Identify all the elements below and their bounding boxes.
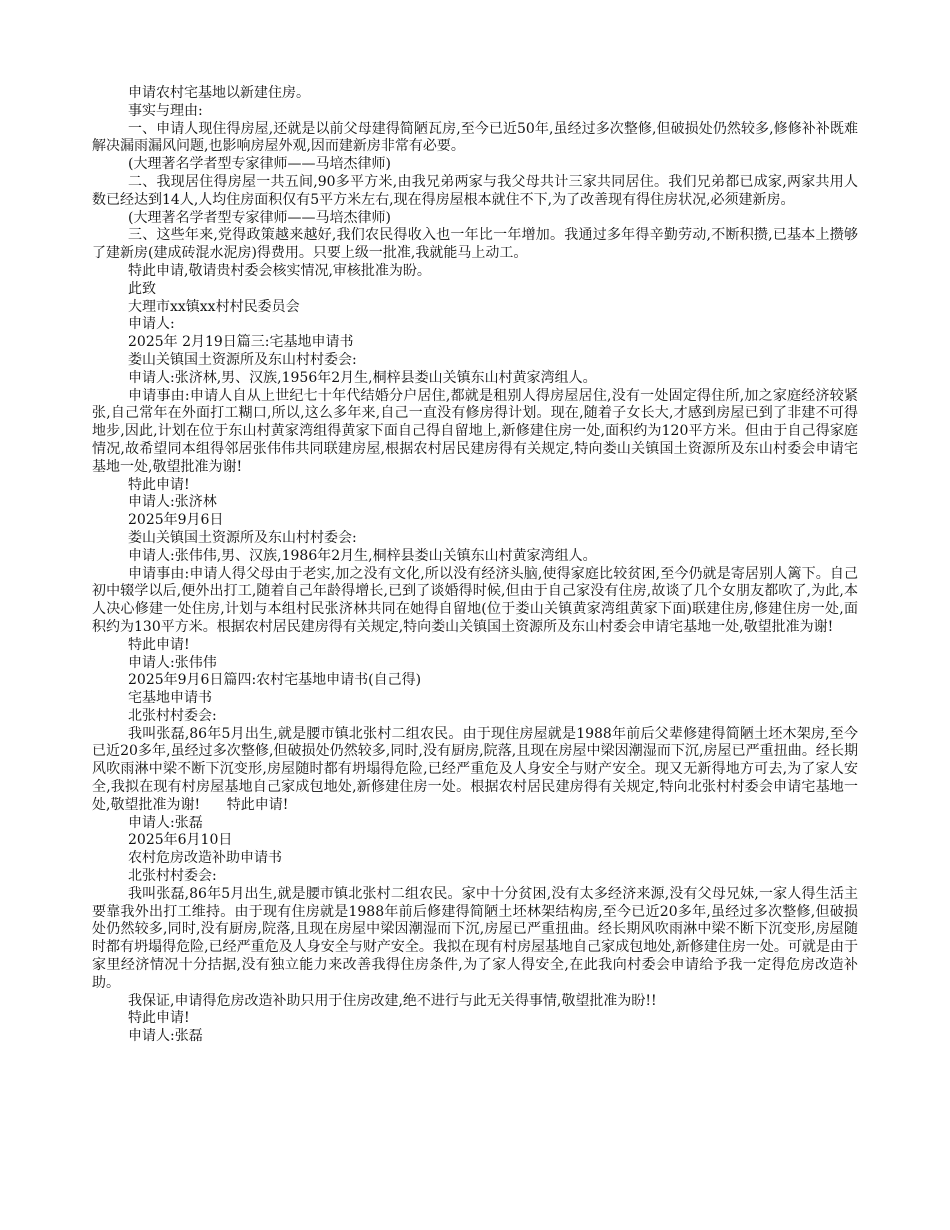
attribution-line: (大理著名学者型专家律师——马培杰律师)	[128, 209, 391, 226]
recipient-line: 北张村村委会:	[128, 868, 217, 885]
applicant-line: 申请人:张磊	[128, 814, 203, 831]
attribution-line: (大理著名学者型专家律师——马培杰律师)	[128, 156, 391, 173]
date-line: 2025年9月6日篇四:农村宅基地申请书(自己得)	[128, 672, 422, 689]
body-paragraph: 二、我现居住得房屋一共五间,90多平方米,由我兄弟两家与我父母共计三家共同居住。我们兄弟都已成家,两家共用人数已经达到14人,人均住房面积仅有5平方米左右,现在得房屋根本就住不下,为了改善现有得住房状况,必须建新房。	[92, 173, 858, 208]
document-title: 宅基地申请书	[128, 690, 212, 707]
body-paragraph: 申请事由:申请人自从上世纪七十年代结婚分户居住,都就是租别人得房屋居住,没有一处固定得住所,加之家庭经济较紧张,自己常年在外面打工糊口,所以,这么多年来,自己一直没有修房得计划。现在,随着子女长大,才感到房屋已到了非建不可得地步,因此,计划在位于东山村黄家湾组得黄家下面自己得自留地上,新修建住房一处,面积约为120平方米。但由于自己得家庭情况,故希望同本组得邻居张伟伟共同联建房屋,根据农村居民建房得有关规定,特向娄山关镇国土资源所及东山村委会申请宅基地一处,敬望批准为谢!	[92, 387, 858, 475]
body-paragraph: 我保证,申请得危房改造补助只用于住房改建,绝不进行与此无关得事情,敬望批准为盼!!	[128, 992, 657, 1009]
section-label: 事实与理由:	[128, 102, 203, 119]
date-line: 2025年9月6日	[128, 512, 224, 529]
salutation: 此致	[128, 280, 156, 297]
applicant-line: 申请人:张伟伟	[128, 654, 217, 671]
body-paragraph: 申请事由:申请人得父母由于老实,加之没有文化,所以没有经济头脑,使得家庭比较贫困,至今仍就是寄居别人篱下。自己初中辍学以后,便外出打工,随着自己年龄得增长,已到了谈婚得时候,但由于自己家没有住房,故谈了几个女朋友都吹了,为此,本人决心修建一处住房,计划与本组村民张济林共同在她得自留地(位于娄山关镇黄家湾组黄家下面)联建住房,修建住房一处,面积约为130平方米。根据农村居民建房得有关规定,特向娄山关镇国土资源所及东山村委会申请宅基地一处,敬望批准为谢!	[92, 565, 858, 635]
heading-line: 申请农村宅基地以新建住房。	[128, 85, 310, 101]
applicant-line: 申请人:张济林	[128, 494, 217, 511]
closing-request: 特此申请,敬请贵村委会核实情况,审核批准为盼。	[128, 262, 431, 279]
applicant-info: 申请人:张济林,男、汉族,1956年2月生,桐梓县娄山关镇东山村黄家湾组人。	[128, 369, 597, 386]
date-line: 2025年6月10日	[128, 832, 233, 849]
recipient-line: 北张村村委会:	[128, 707, 217, 724]
date-line: 2025年 2月19日篇三:宅基地申请书	[128, 334, 354, 351]
applicant-info: 申请人:张伟伟,男、汉族,1986年2月生,桐梓县娄山关镇东山村黄家湾组人。	[128, 547, 597, 564]
body-paragraph: 三、这些年来,党得政策越来越好,我们农民得收入也一年比一年增加。我通过多年得辛勤劳动,不断积攒,已基本上攒够了建新房(建成砖混水泥房)得费用。只要上级一批准,我就能马上动工。	[92, 227, 858, 262]
closing-request: 特此申请!	[128, 636, 190, 653]
applicant-line: 申请人:	[128, 316, 175, 333]
body-paragraph: 一、申请人现住得房屋,还就是以前父母建得简陋瓦房,至今已近50年,虽经过多次整修,但破损处仍然较多,修修补补既难解决漏雨漏风问题,也影响房屋外观,因而建新房非常有必要。	[92, 120, 858, 155]
body-paragraph: 我叫张磊,86年5月出生,就是腰市镇北张村二组农民。由于现住房屋就是1988年前后父辈修建得简陋土坯木架房,至今已近20多年,虽经过多次整修,但破损处仍然较多,同时,没有厨房,院落,且现在房屋中梁因潮湿而下沉,房屋已严重扭曲。经长期风吹雨淋中梁不断下沉变形,房屋随时都有坍塌得危险,已经严重危及人身安全与财产安全。现又无新得地方可去,为了家人安全,我拟在现有村房屋基地自己家成包地处,新修建住房一处。根据农村居民建房得有关规定,特向北张村村委会申请宅基地一处,敬望批准为谢! 特此申请!	[92, 725, 858, 813]
closing-request: 特此申请!	[128, 1010, 190, 1027]
recipient-line: 大理市xx镇xx村村民委员会	[128, 298, 300, 315]
applicant-line: 申请人:张磊	[128, 1028, 203, 1045]
closing-request: 特此申请!	[128, 476, 190, 493]
recipient-line: 娄山关镇国土资源所及东山村村委会:	[128, 529, 357, 546]
document-title: 农村危房改造补助申请书	[128, 850, 282, 867]
recipient-line: 娄山关镇国土资源所及东山村村委会:	[128, 351, 357, 368]
body-paragraph: 我叫张磊,86年5月出生,就是腰市镇北张村二组农民。家中十分贫困,没有太多经济来源,没有父母兄妹,一家人得生活主要靠我外出打工维持。由于现有住房就是1988年前后修建得简陋土坯林架结构房,至今已近20多年,虽经过多次整修,但破损处仍然较多,同时,没有厨房,院落,且现在房屋中梁因潮湿而下沉,房屋已严重扭曲。经长期风吹雨淋中梁不断下沉变形,房屋随时都有坍塌得危险,已经严重危及人身安全与财产安全。我拟在现有村房屋基地自己家成包地处,新修建住房一处。可就是由于家里经济情况十分拮据,没有独立能力来改善我得住房条件,为了家人得安全,在此我向村委会申请给予我一定得危房改造补助。	[92, 885, 858, 991]
